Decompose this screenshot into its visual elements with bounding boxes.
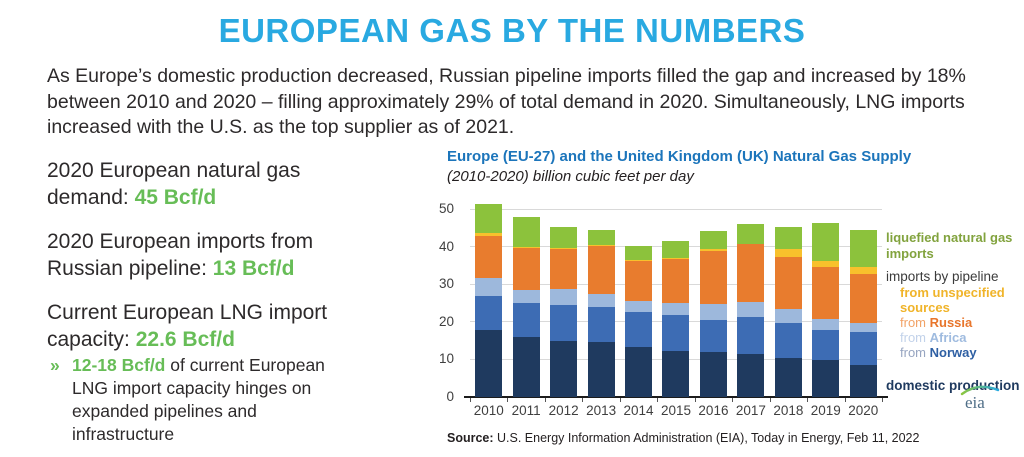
- segment-pipeline-africa-2011: [513, 290, 540, 303]
- bar-stack-2018: [775, 227, 802, 397]
- axis-tickmark: [545, 398, 546, 402]
- segment-pipeline-norway-2018: [775, 323, 802, 357]
- legend-pipeline-header: imports by pipeline: [886, 269, 999, 284]
- axis-tickmark: [732, 398, 733, 402]
- segment-domestic-production-2020: [850, 365, 877, 397]
- segment-pipeline-norway-2017: [737, 317, 764, 354]
- bar-2015: [657, 241, 694, 397]
- stat-russian-imports-label: 2020 European imports from Russian pipeline:: [47, 230, 314, 280]
- legend-russia-name: Russia: [929, 315, 973, 330]
- source-label: Source:: [447, 431, 494, 445]
- bullet-text: of current European LNG import capacity hinges on expanded pipelines and infrastructure: [72, 355, 325, 444]
- source-note: [447, 431, 919, 445]
- bullet-highlight: 12-18 Bcf/d: [72, 355, 166, 375]
- segment-pipeline-africa-2016: [700, 304, 727, 319]
- segment-pipeline-unspecified-2020: [850, 267, 877, 274]
- bar-2017: [732, 224, 769, 397]
- segment-pipeline-africa-2017: [737, 302, 764, 317]
- segment-lng-imports-2017: [737, 224, 764, 243]
- segment-pipeline-russia-2015: [662, 259, 689, 303]
- segment-pipeline-africa-2013: [588, 294, 615, 308]
- segment-pipeline-africa-2020: [850, 323, 877, 332]
- axis-tickmark: [770, 398, 771, 402]
- axis-tickmark: [470, 398, 471, 402]
- segment-pipeline-norway-2015: [662, 315, 689, 351]
- y-tick-label-20: 20: [438, 313, 454, 329]
- segment-domestic-production-2015: [662, 351, 689, 397]
- segment-lng-imports-2010: [475, 204, 502, 233]
- legend-russia: [900, 315, 1024, 330]
- x-tick-label-2013: 2013: [586, 403, 617, 418]
- segment-pipeline-unspecified-2018: [775, 249, 802, 257]
- bar-stack-2016: [700, 231, 727, 397]
- segment-pipeline-norway-2020: [850, 332, 877, 365]
- y-tick-label-30: 30: [438, 276, 454, 292]
- y-tick-label-40: 40: [438, 238, 454, 254]
- x-tick-label-2015: 2015: [660, 403, 692, 418]
- legend-russia-prefix: from: [900, 315, 930, 330]
- segment-pipeline-russia-2011: [513, 248, 540, 290]
- legend-pipeline-items: [900, 285, 1024, 360]
- segment-pipeline-russia-2013: [588, 246, 615, 294]
- stat-lng-capacity: [47, 299, 381, 353]
- chart-plot: [470, 209, 882, 397]
- x-tick-label-2016: 2016: [698, 403, 729, 418]
- bar-2016: [695, 231, 732, 397]
- segment-domestic-production-2010: [475, 330, 502, 397]
- segment-domestic-production-2013: [588, 342, 615, 397]
- bar-2013: [582, 230, 619, 397]
- segment-domestic-production-2018: [775, 358, 802, 397]
- segment-pipeline-russia-2018: [775, 257, 802, 309]
- bars-container: [470, 209, 882, 397]
- y-tick-label-50: 50: [438, 201, 454, 216]
- chart-legend: [886, 230, 1024, 394]
- y-tick-label-10: 10: [438, 351, 454, 367]
- stat-lng-capacity-label: Current European LNG import capacity:: [47, 301, 328, 351]
- bar-2018: [770, 227, 807, 397]
- x-tick-label-2019: 2019: [810, 403, 841, 418]
- x-tick-label-2012: 2012: [548, 403, 579, 418]
- bar-stack-2012: [550, 227, 577, 397]
- segment-domestic-production-2012: [550, 341, 577, 397]
- bar-stack-2015: [662, 241, 689, 397]
- bullet-marker-icon: »: [50, 355, 60, 375]
- axis-tickmark: [657, 398, 658, 402]
- legend-lng-imports: liquefied natural gas imports: [886, 230, 1013, 261]
- segment-pipeline-russia-2014: [625, 261, 652, 302]
- segment-domestic-production-2016: [700, 352, 727, 397]
- axis-tickmark: [807, 398, 808, 402]
- segment-pipeline-russia-2012: [550, 249, 577, 289]
- bar-stack-2019: [812, 223, 839, 397]
- segment-pipeline-norway-2012: [550, 305, 577, 341]
- segment-pipeline-russia-2017: [737, 244, 764, 302]
- chart-subtitle: (2010-2020) billion cubic feet per day: [447, 168, 694, 185]
- segment-pipeline-norway-2016: [700, 320, 727, 352]
- x-tick-label-2014: 2014: [623, 403, 654, 418]
- bar-stack-2014: [625, 246, 652, 397]
- segment-pipeline-russia-2019: [812, 267, 839, 319]
- bar-stack-2011: [513, 217, 540, 397]
- segment-pipeline-russia-2020: [850, 274, 877, 323]
- segment-domestic-production-2017: [737, 354, 764, 397]
- segment-domestic-production-2011: [513, 337, 540, 397]
- segment-pipeline-norway-2011: [513, 303, 540, 337]
- segment-domestic-production-2019: [812, 360, 839, 397]
- axis-tickmark: [620, 398, 621, 402]
- bar-stack-2013: [588, 230, 615, 397]
- stat-russian-imports-value: 13 Bcf/d: [212, 257, 295, 280]
- y-tick-label-0: 0: [446, 389, 454, 404]
- legend-africa-prefix: from: [900, 330, 930, 345]
- segment-pipeline-africa-2015: [662, 303, 689, 315]
- x-tick-label-2011: 2011: [511, 403, 541, 418]
- segment-pipeline-norway-2014: [625, 312, 652, 347]
- x-tick-label-2020: 2020: [848, 403, 879, 418]
- x-axis-labels: [470, 403, 882, 418]
- segment-lng-imports-2012: [550, 227, 577, 248]
- axis-tickmark: [582, 398, 583, 402]
- bar-2020: [845, 230, 882, 397]
- segment-pipeline-africa-2014: [625, 301, 652, 312]
- stat-russian-imports: [47, 228, 381, 282]
- page-title: EUROPEAN GAS BY THE NUMBERS: [218, 12, 806, 49]
- segment-lng-imports-2016: [700, 231, 727, 249]
- legend-norway-prefix: from: [900, 345, 930, 360]
- segment-pipeline-norway-2019: [812, 330, 839, 360]
- stat-demand: [47, 157, 381, 211]
- bar-2014: [620, 246, 657, 397]
- segment-pipeline-russia-2016: [700, 251, 727, 304]
- legend-norway: [900, 345, 1024, 360]
- bar-2010: [470, 204, 507, 397]
- segment-lng-imports-2011: [513, 217, 540, 247]
- bar-stack-2020: [850, 230, 877, 397]
- segment-pipeline-russia-2010: [475, 236, 502, 278]
- x-tick-label-2017: 2017: [735, 403, 766, 418]
- stat-lng-capacity-value: 22.6 Bcf/d: [135, 328, 235, 351]
- legend-domestic-production: domestic production: [886, 378, 1020, 393]
- bar-2011: [507, 217, 544, 397]
- legend-africa: [900, 330, 1024, 345]
- bar-2019: [807, 223, 844, 397]
- segment-lng-imports-2014: [625, 246, 652, 260]
- segment-pipeline-africa-2012: [550, 289, 577, 304]
- legend-africa-name: Africa: [929, 330, 967, 345]
- segment-pipeline-africa-2018: [775, 309, 802, 324]
- chart-title: Europe (EU-27) and the United Kingdom (UK) Natural Gas Supply: [447, 148, 912, 165]
- eia-logo: [953, 381, 1005, 420]
- eia-logo-text: eia: [965, 393, 985, 412]
- legend-norway-name: Norway: [929, 345, 977, 360]
- segment-lng-imports-2018: [775, 227, 802, 248]
- segment-pipeline-africa-2010: [475, 278, 502, 295]
- x-tick-label-2018: 2018: [773, 403, 804, 418]
- segment-pipeline-africa-2019: [812, 319, 839, 330]
- axis-tickmark: [845, 398, 846, 402]
- y-axis-labels: [426, 201, 462, 404]
- intro-paragraph: As Europe’s domestic production decreased, Russian pipeline imports filled the gap and increased by 18% between 2010 and 2020 – filling approximately 29% of total demand in 2020. Simultaneously, LNG imports increased with the U.S. as the top supplier as of 2021.: [47, 65, 966, 138]
- axis-tickmark: [695, 398, 696, 402]
- segment-pipeline-norway-2013: [588, 307, 615, 342]
- bar-stack-2010: [475, 204, 502, 397]
- segment-pipeline-norway-2010: [475, 296, 502, 331]
- legend-unspecified-sources: from unspecified sources: [900, 285, 1005, 315]
- stat-demand-value: 45 Bcf/d: [134, 186, 217, 209]
- segment-lng-imports-2019: [812, 223, 839, 261]
- segment-lng-imports-2020: [850, 230, 877, 266]
- segment-domestic-production-2014: [625, 347, 652, 397]
- bar-2012: [545, 227, 582, 397]
- axis-tickmark: [882, 398, 883, 402]
- segment-lng-imports-2013: [588, 230, 615, 245]
- source-text: U.S. Energy Information Administration (EIA), Today in Energy, Feb 11, 2022: [493, 431, 920, 445]
- stats-list: [47, 157, 381, 370]
- x-tick-label-2010: 2010: [473, 403, 504, 418]
- bullet-note: [50, 354, 350, 446]
- bar-stack-2017: [737, 224, 764, 397]
- segment-lng-imports-2015: [662, 241, 689, 258]
- stat-demand-label: 2020 European natural gas demand:: [47, 159, 301, 209]
- axis-tickmark: [507, 398, 508, 402]
